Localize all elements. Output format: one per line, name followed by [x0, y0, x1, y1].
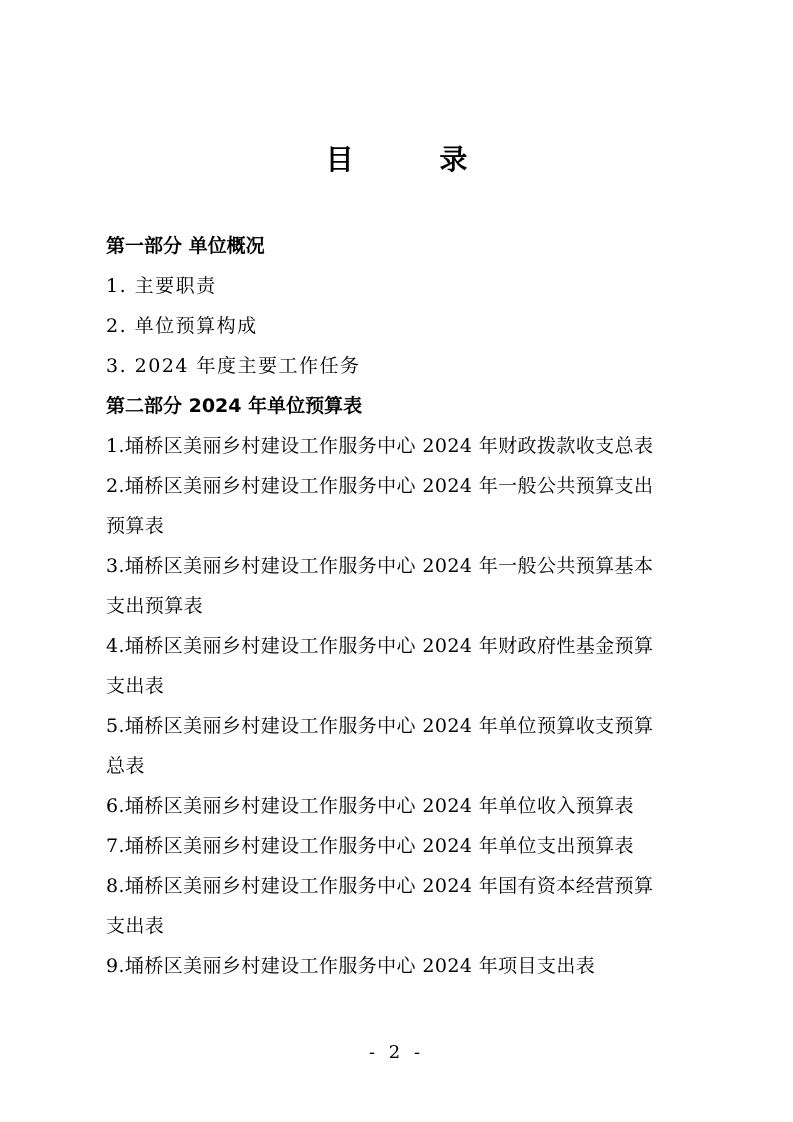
toc-item: 6.埇桥区美丽乡村建设工作服务中心 2024 年单位收入预算表 [106, 795, 634, 817]
toc-item-continuation: 支出预算表 [106, 595, 204, 617]
table-of-contents [106, 226, 706, 986]
section-heading-part2: 第二部分 2024 年单位预算表 [106, 395, 363, 417]
toc-item: 8.埇桥区美丽乡村建设工作服务中心 2024 年国有资本经营预算 [106, 875, 654, 897]
toc-item-continuation: 支出表 [106, 675, 165, 697]
toc-item-continuation: 支出表 [106, 915, 165, 937]
toc-item: 3.埇桥区美丽乡村建设工作服务中心 2024 年一般公共预算基本 [106, 555, 654, 577]
toc-item: 9.埇桥区美丽乡村建设工作服务中心 2024 年项目支出表 [106, 955, 596, 977]
toc-item: 3. 2024 年度主要工作任务 [106, 355, 361, 377]
page-title: 目 录 [325, 143, 506, 176]
toc-item: 2.埇桥区美丽乡村建设工作服务中心 2024 年一般公共预算支出 [106, 475, 654, 497]
section-heading-part1: 第一部分 单位概况 [106, 235, 265, 257]
toc-item: 7.埇桥区美丽乡村建设工作服务中心 2024 年单位支出预算表 [106, 835, 634, 857]
toc-item: 5.埇桥区美丽乡村建设工作服务中心 2024 年单位预算收支预算 [106, 715, 654, 737]
toc-item: 2. 单位预算构成 [106, 315, 258, 337]
toc-item: 4.埇桥区美丽乡村建设工作服务中心 2024 年财政府性基金预算 [106, 635, 654, 657]
toc-item: 1.埇桥区美丽乡村建设工作服务中心 2024 年财政拨款收支总表 [106, 435, 654, 457]
toc-item-continuation: 预算表 [106, 515, 165, 537]
page-number: - 2 - [368, 1042, 425, 1063]
toc-item-continuation: 总表 [106, 755, 145, 777]
toc-item: 1. 主要职责 [106, 275, 217, 297]
